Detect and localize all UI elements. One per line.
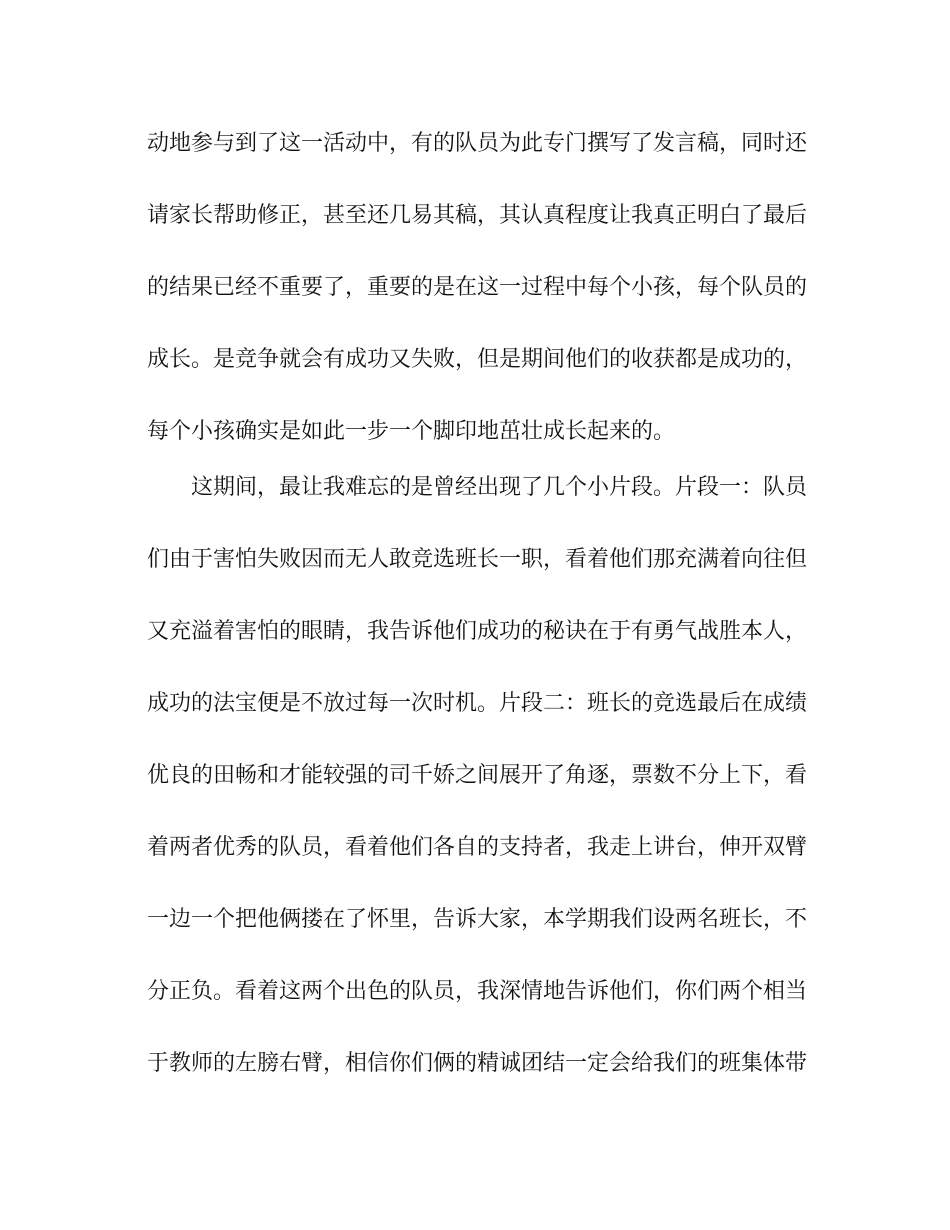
text-line: 请家长帮助修正，甚至还几易其稿，其认真程度让我真正明白了最后 xyxy=(147,203,808,228)
text-line: 成长。是竞争就会有成功又失败，但是期间他们的收获都是成功的， xyxy=(147,347,808,372)
text-line: 着两者优秀的队员，看着他们各自的支持者，我走上讲台，伸开双臂 xyxy=(147,835,808,860)
text-line: 优良的田畅和才能较强的司千娇之间展开了角逐，票数不分上下，看 xyxy=(147,763,808,788)
text-line: 又充溢着害怕的眼睛，我告诉他们成功的秘诀在于有勇气战胜本人， xyxy=(147,619,808,644)
text-line: 的结果已经不重要了，重要的是在这一过程中每个小孩，每个队员的 xyxy=(147,275,808,300)
text-line: 分正负。看着这两个出色的队员，我深情地告诉他们，你们两个相当 xyxy=(147,979,808,1004)
paragraph-start-line: 这期间，最让我难忘的是曾经出现了几个小片段。片段一：队员 xyxy=(147,475,808,500)
text-line: 于教师的左膀右臂，相信你们俩的精诚团结一定会给我们的班集体带 xyxy=(147,1051,808,1076)
text-line: 动地参与到了这一活动中，有的队员为此专门撰写了发言稿，同时还 xyxy=(147,131,808,156)
text-line: 们由于害怕失败因而无人敢竞选班长一职，看着他们那充满着向往但 xyxy=(147,547,808,572)
text-line: 每个小孩确实是如此一步一个脚印地茁壮成长起来的。 xyxy=(147,419,676,444)
text-line: 一边一个把他俩搂在了怀里，告诉大家，本学期我们设两名班长，不 xyxy=(147,907,808,932)
text-line: 成功的法宝便是不放过每一次时机。片段二：班长的竞选最后在成绩 xyxy=(147,691,808,716)
body-text xyxy=(147,122,807,1114)
